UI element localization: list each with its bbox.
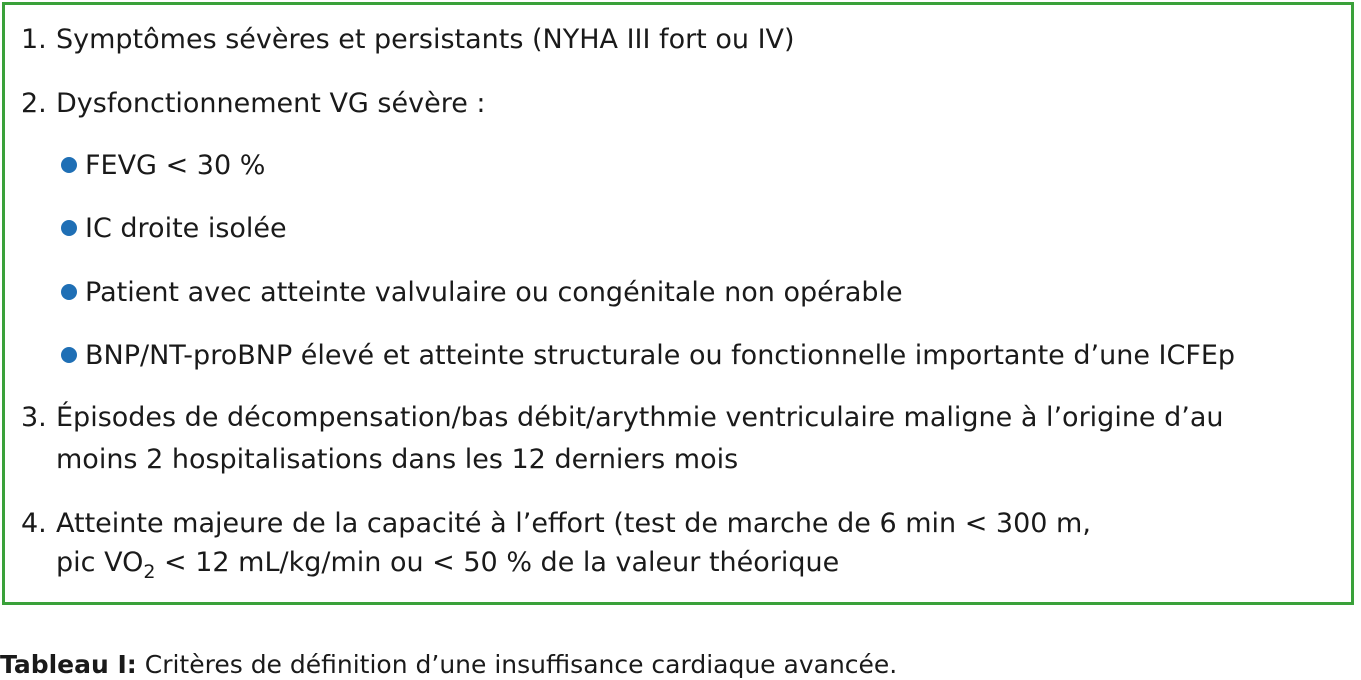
criterion-number: 1. — [21, 24, 47, 55]
bullet-icon — [61, 220, 77, 236]
caption-label: Tableau I: — [0, 650, 137, 679]
criterion-number: 4. — [21, 508, 47, 539]
criterion-text-post: < 12 mL/kg/min ou < 50 % de la valeur théorique — [155, 547, 840, 578]
sub-criterion-text: BNP/NT-proBNP élevé et atteinte structurale ou fonctionnelle importante d’une ICFEp — [85, 340, 1236, 371]
bullet-icon — [61, 284, 77, 300]
sub-criterion-text: Patient avec atteinte valvulaire ou congénitale non opérable — [85, 277, 903, 308]
sub-criterion-ic-droite — [61, 213, 287, 245]
criterion-text-pre: pic VO — [56, 547, 144, 578]
caption-text: Critères de définition d’une insuffisance cardiaque avancée. — [136, 650, 898, 679]
criterion-text: Dysfonctionnement VG sévère : — [56, 88, 486, 119]
criterion-text-line-1: Épisodes de décompensation/bas débit/arythmie ventriculaire maligne à l’origine d’au — [56, 402, 1224, 433]
sub-criterion-text: IC droite isolée — [85, 213, 287, 244]
criterion-text: Symptômes sévères et persistants (NYHA III fort ou IV) — [56, 24, 795, 55]
table-caption — [0, 650, 897, 680]
criterion-3-continuation — [56, 444, 738, 476]
sub-criterion-bnp — [61, 340, 1235, 372]
criterion-4-continuation — [56, 547, 840, 583]
criteria-table — [2, 2, 1354, 605]
subscript-2: 2 — [143, 561, 156, 583]
criterion-number: 3. — [21, 402, 47, 433]
criterion-text-line-1: Atteinte majeure de la capacité à l’effort (test de marche de 6 min < 300 m, — [56, 508, 1091, 539]
sub-criterion-valvulaire — [61, 277, 903, 309]
bullet-icon — [61, 347, 77, 363]
sub-criterion-text: FEVG < 30 % — [85, 150, 266, 181]
sub-criterion-fevg — [61, 150, 265, 182]
criterion-number: 2. — [21, 88, 47, 119]
criterion-text-line-2: moins 2 hospitalisations dans les 12 derniers mois — [56, 444, 739, 475]
bullet-icon — [61, 157, 77, 173]
